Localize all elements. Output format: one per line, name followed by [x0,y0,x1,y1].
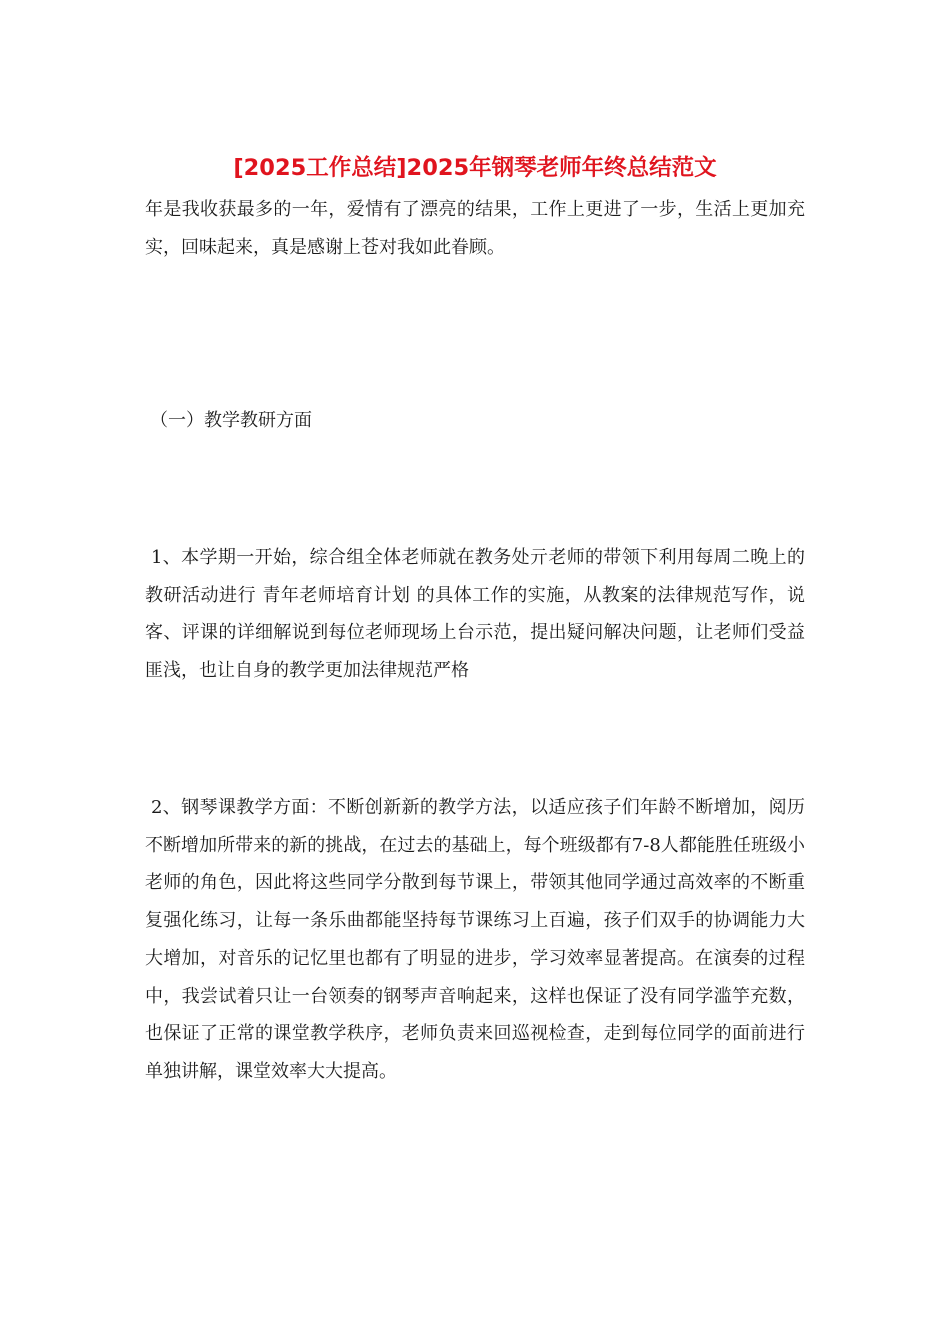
document-title: [2025工作总结]2025年钢琴老师年终总结范文 [233,155,717,181]
paragraph-item-1: 1、本学期一开始，综合组全体老师就在教务处亓老师的带领下利用每周二晚上的教研活动进行 青年老师培育计划 的具体工作的实施，从教案的法律规范写作，说客、评课的详细解说到每位老师现场上台示范，提出疑问解决问题，让老师们受益匪浅，也让自身的教学更加法律规范严格 [145,547,805,682]
paragraph-item-2: 2、钢琴课教学方面：不断创新新的教学方法，以适应孩子们年龄不断增加，阅历不断增加所带来的新的挑战，在过去的基础上，每个班级都有7-8人都能胜任班级小老师的角色，因此将这些同学分散到每节课上，带领其他同学通过高效率的不断重复强化练习，让每一条乐曲都能坚持每节课练习上百遍，孩子们双手的协调能力大大增加，对音乐的记忆里也都有了明显的进步，学习效率显著提高。在演奏的过程中，我尝试着只让一台领奏的钢琴声音响起来，这样也保证了没有同学滥竽充数，也保证了正常的课堂教学秩序，老师负责来回巡视检查，走到每位同学的面前进行单独讲解，课堂效率大大提高。 [145,797,805,1082]
intro-paragraph: 年是我收获最多的一年，爱情有了漂亮的结果，工作上更进了一步，生活上更加充实，回味起来，真是感谢上苍对我如此眷顾。 [145,199,805,258]
section-heading: （一）教学教研方面 [150,410,312,431]
